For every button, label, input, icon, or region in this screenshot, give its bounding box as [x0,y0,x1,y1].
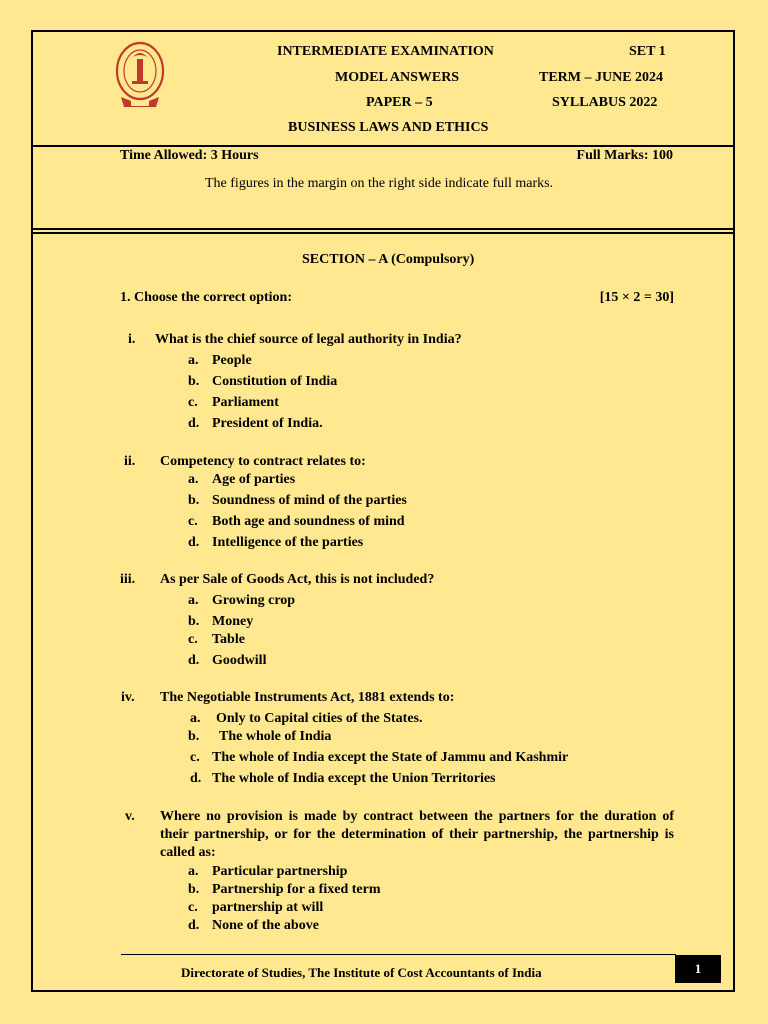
option-letter: b. [188,374,200,389]
page-number: 1 [675,955,721,983]
question-text: The Negotiable Instruments Act, 1881 extends to: [160,690,455,705]
model-answers-title: MODEL ANSWERS [335,70,460,85]
question-number: v. [125,809,135,824]
option-letter: b. [188,882,200,897]
marks-note: The figures in the margin on the right side indicate full marks. [205,176,554,191]
option-letter: d. [190,771,202,786]
info-divider-top [33,228,735,230]
exam-title: INTERMEDIATE EXAMINATION [277,44,494,59]
option-letter: d. [188,535,200,550]
option-letter: a. [188,593,199,608]
question-text: Competency to contract relates to: [160,454,366,469]
option-letter: c. [188,632,198,647]
option-text: Age of parties [212,472,296,487]
option-text: Both age and soundness of mind [212,514,405,529]
option-letter: d. [188,416,200,431]
option-letter: a. [190,711,201,726]
term-label: TERM – JUNE 2024 [539,70,664,85]
question-text: What is the chief source of legal authority in India? [155,332,462,347]
option-letter: d. [188,653,200,668]
option-letter: a. [188,353,199,368]
option-text: Intelligence of the parties [212,535,364,550]
option-text: Money [212,614,254,629]
option-text: The whole of India [219,729,332,744]
option-letter: a. [188,472,199,487]
option-text: The whole of India except the Union Territories [212,771,496,786]
option-letter: b. [188,493,200,508]
option-letter: b. [188,614,200,629]
option-text: partnership at will [212,900,324,915]
option-text: People [212,353,252,368]
time-allowed: Time Allowed: 3 Hours [120,148,259,163]
option-text: Growing crop [212,593,296,608]
option-letter: c. [188,900,198,915]
option-text: Table [212,632,245,647]
question-number: ii. [124,454,136,469]
option-text: Parliament [212,395,279,410]
option-text: Particular partnership [212,864,348,879]
option-letter: b. [188,729,200,744]
option-text: Soundness of mind of the parties [212,493,407,508]
set-label: SET 1 [629,44,666,59]
question-1-marks: [15 × 2 = 30] [599,290,674,305]
option-letter: d. [188,918,200,933]
option-text: Only to Capital cities of the States. [216,711,423,726]
option-letter: c. [188,395,198,410]
footer-text: Directorate of Studies, The Institute of Cost Accountants of India [181,965,542,980]
question-text: As per Sale of Goods Act, this is not included? [160,572,435,587]
question-number: i. [128,332,136,347]
footer-divider [121,954,676,955]
question-number: iv. [121,690,135,705]
syllabus-label: SYLLABUS 2022 [552,95,658,110]
institute-logo-icon [111,41,169,113]
full-marks: Full Marks: 100 [576,148,673,163]
option-letter: a. [188,864,199,879]
option-text: President of India. [212,416,323,431]
question-number: iii. [120,572,136,587]
section-title: SECTION – A (Compulsory) [302,252,475,267]
paper-number: PAPER – 5 [366,95,433,110]
info-divider-bottom [33,232,735,234]
option-text: Constitution of India [212,374,338,389]
option-letter: c. [188,514,198,529]
option-text: The whole of India except the State of Jammu and Kashmir [212,750,569,765]
option-text: Goodwill [212,653,267,668]
question-text: Where no provision is made by contract between the partners for the duration of their partnership, or for the determination of their partnership, the partnership is called as: [160,809,674,860]
option-letter: c. [190,750,200,765]
header-divider [33,145,735,147]
question-1-label: 1. Choose the correct option: [120,290,292,305]
option-text: None of the above [212,918,319,933]
paper-subject: BUSINESS LAWS AND ETHICS [288,120,489,135]
option-text: Partnership for a fixed term [212,882,381,897]
